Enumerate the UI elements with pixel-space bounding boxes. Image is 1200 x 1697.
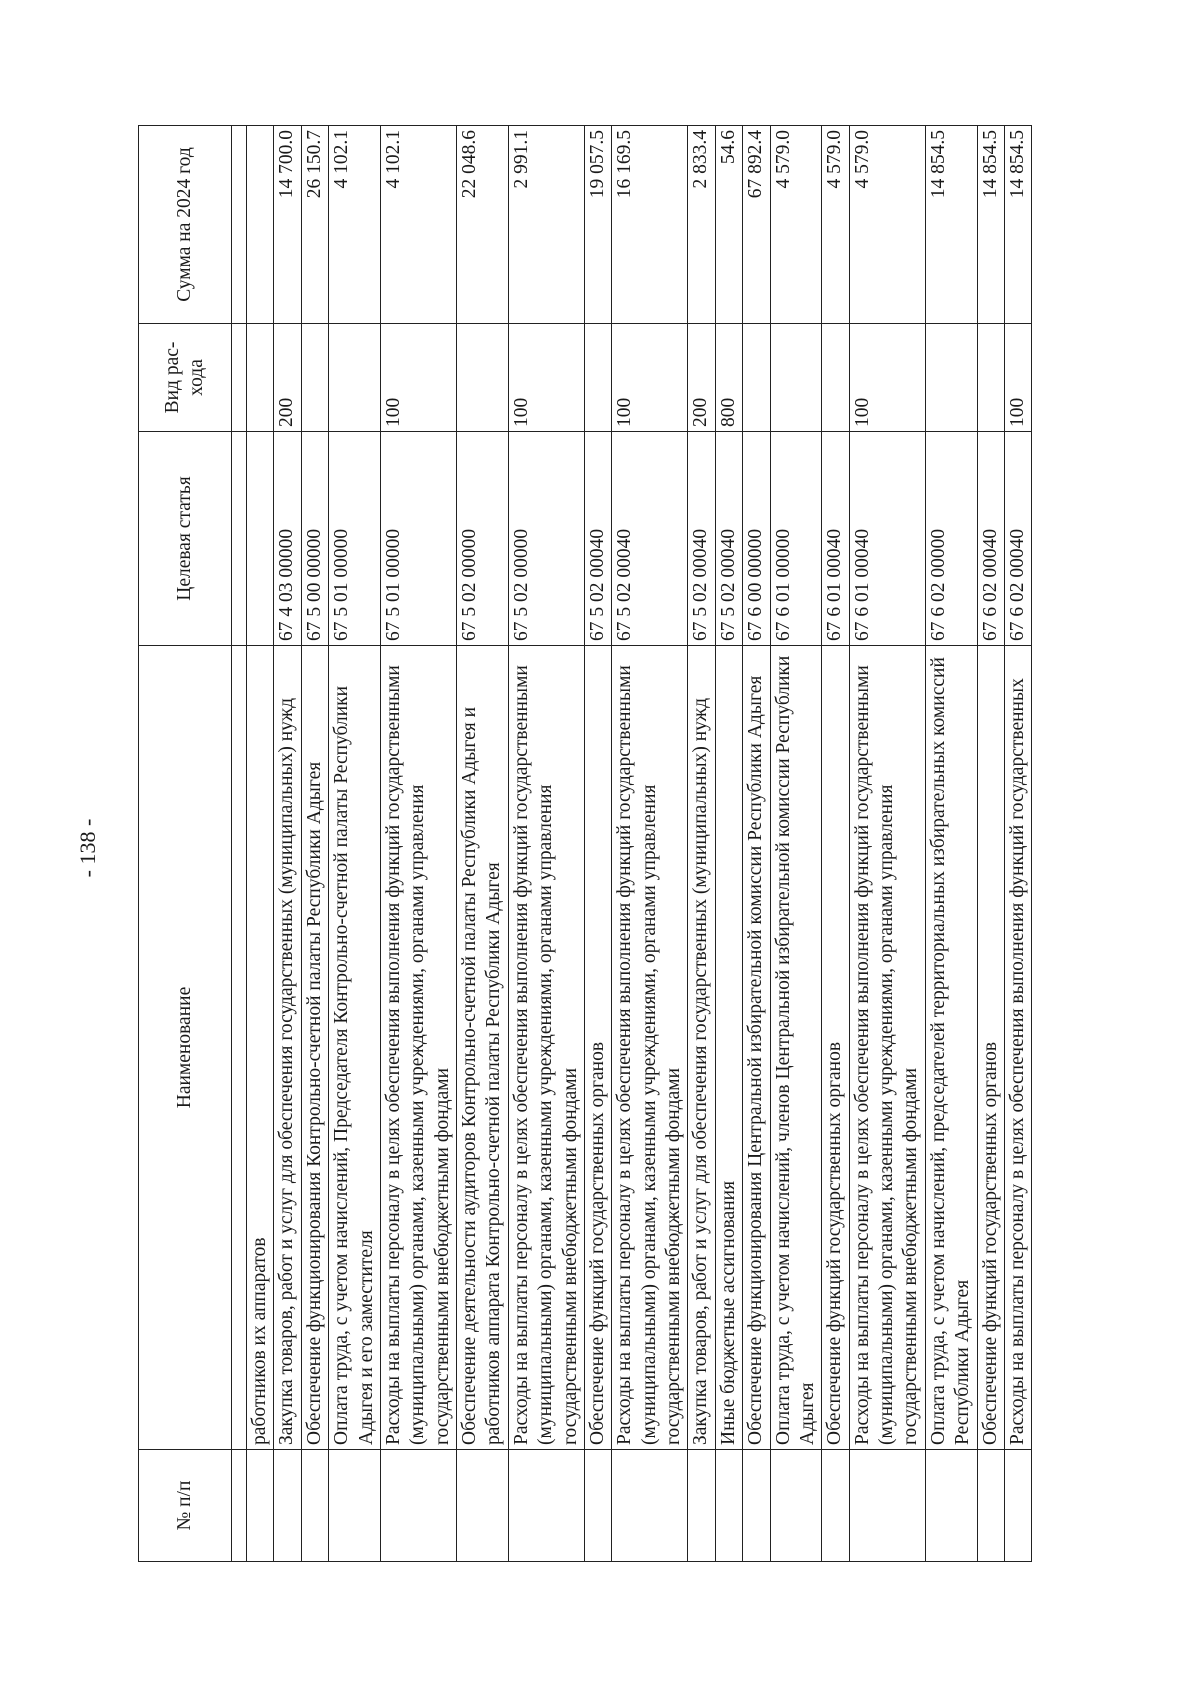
rotated-table-container [138, 126, 1082, 1562]
row-kind-cell: 800 [715, 324, 742, 432]
row-target-cell: 67 5 02 00040 [612, 432, 688, 646]
row-kind-cell [743, 324, 770, 432]
row-num-cell [715, 1450, 742, 1562]
table-row [770, 126, 822, 1562]
row-sum-cell: 54.6 [715, 126, 742, 324]
row-name-cell: Расходы на выплаты персоналу в целях обеспечения выполнения функций государственными (муниципальными) органами, казенными учреждениями, органами управления государственными внебюджетными фондами [612, 646, 688, 1450]
table-row [247, 126, 274, 1562]
row-sum-cell: 14 700.0 [274, 126, 301, 324]
row-num-cell [232, 1450, 247, 1562]
row-target-cell: 67 5 01 00000 [329, 432, 381, 646]
table-row [584, 126, 611, 1562]
table-row [715, 126, 742, 1562]
header-row [139, 126, 232, 1562]
row-name-cell: Оплата труда, с учетом начислений, членов Центральной избирательной комиссии Республики Адыгея [770, 646, 822, 1450]
row-num-cell [301, 1450, 328, 1562]
row-name-cell: Оплата труда, с учетом начислений, Председателя Контрольно-счетной палаты Республики Адыгея и его заместителя [329, 646, 381, 1450]
row-sum-cell: 4 579.0 [849, 126, 925, 324]
row-sum-cell [247, 126, 274, 324]
row-name-cell: Оплата труда, с учетом начислений, председателей территориальных избирательных комиссий Республики Адыгея [925, 646, 977, 1450]
row-kind-cell: 200 [688, 324, 715, 432]
row-num-cell [743, 1450, 770, 1562]
row-name-cell: Обеспечение функций государственных органов [822, 646, 849, 1450]
row-kind-cell: 100 [508, 324, 584, 432]
row-sum-cell: 4 579.0 [770, 126, 822, 324]
row-kind-cell [247, 324, 274, 432]
table-row [612, 126, 688, 1562]
table-row [380, 126, 456, 1562]
row-num-cell [977, 1450, 1004, 1562]
row-name-cell [232, 646, 247, 1450]
row-sum-cell: 2 991.1 [508, 126, 584, 324]
row-num-cell [688, 1450, 715, 1562]
row-name-cell: Закупка товаров, работ и услуг для обеспечения государственных (муниципальных) нужд [274, 646, 301, 1450]
row-name-cell: Обеспечение функционирования Контрольно-счетной палаты Республики Адыгея [301, 646, 328, 1450]
row-target-cell: 67 6 02 00040 [1004, 432, 1031, 646]
row-name-cell: Обеспечение функционирования Центральной избирательной комиссии Республики Адыгея [743, 646, 770, 1450]
row-name-cell: Обеспечение функций государственных органов [584, 646, 611, 1450]
header-sum: Сумма на 2024 год [139, 126, 232, 324]
row-name-cell: Обеспечение функций государственных органов [977, 646, 1004, 1450]
row-target-cell: 67 5 00 00000 [301, 432, 328, 646]
row-kind-cell [770, 324, 822, 432]
row-num-cell [822, 1450, 849, 1562]
row-target-cell: 67 5 02 00040 [584, 432, 611, 646]
row-kind-cell: 100 [612, 324, 688, 432]
row-target-cell: 67 6 00 00000 [743, 432, 770, 646]
row-num-cell [457, 1450, 509, 1562]
row-target-cell: 67 6 02 00000 [925, 432, 977, 646]
row-sum-cell: 14 854.5 [1004, 126, 1031, 324]
row-target-cell: 67 6 01 00000 [770, 432, 822, 646]
row-name-cell: Расходы на выплаты персоналу в целях обеспечения выполнения функций государственными (муниципальными) органами, казенными учреждениями, органами управления государственными внебюджетными фондами [849, 646, 925, 1450]
row-sum-cell: 26 150.7 [301, 126, 328, 324]
table-row [849, 126, 925, 1562]
row-target-cell: 67 5 01 00000 [380, 432, 456, 646]
row-sum-cell: 16 169.5 [612, 126, 688, 324]
row-target-cell [232, 432, 247, 646]
row-kind-cell [822, 324, 849, 432]
table-row [457, 126, 509, 1562]
row-num-cell [329, 1450, 381, 1562]
header-target: Целевая статья [139, 432, 232, 646]
row-name-cell: Расходы на выплаты персоналу в целях обеспечения выполнения функций государственными (муниципальными) органами, казенными учреждениями, органами управления государственными внебюджетными фондами [380, 646, 456, 1450]
row-sum-cell: 2 833.4 [688, 126, 715, 324]
row-sum-cell [232, 126, 247, 324]
table-row [232, 126, 247, 1562]
table-row [1004, 126, 1031, 1562]
table-row [822, 126, 849, 1562]
budget-table [138, 125, 1032, 1562]
row-name-cell: Закупка товаров, работ и услуг для обеспечения государственных (муниципальных) нужд [688, 646, 715, 1450]
row-num-cell [274, 1450, 301, 1562]
row-kind-cell [301, 324, 328, 432]
page-number: - 138 - [75, 818, 100, 878]
row-num-cell [584, 1450, 611, 1562]
table-row [925, 126, 977, 1562]
row-num-cell [770, 1450, 822, 1562]
row-target-cell: 67 4 03 00000 [274, 432, 301, 646]
row-name-cell: работников их аппаратов [247, 646, 274, 1450]
row-kind-cell: 100 [380, 324, 456, 432]
row-sum-cell: 14 854.5 [925, 126, 977, 324]
table-row [508, 126, 584, 1562]
row-kind-cell [977, 324, 1004, 432]
row-target-cell: 67 6 01 00040 [822, 432, 849, 646]
row-target-cell: 67 6 01 00040 [849, 432, 925, 646]
row-name-cell: Иные бюджетные ассигнования [715, 646, 742, 1450]
row-num-cell [247, 1450, 274, 1562]
row-sum-cell: 14 854.5 [977, 126, 1004, 324]
row-target-cell: 67 6 02 00040 [977, 432, 1004, 646]
table-row [329, 126, 381, 1562]
row-num-cell [380, 1450, 456, 1562]
row-sum-cell: 22 048.6 [457, 126, 509, 324]
row-num-cell [612, 1450, 688, 1562]
row-num-cell [925, 1450, 977, 1562]
row-num-cell [1004, 1450, 1031, 1562]
row-target-cell: 67 5 02 00000 [508, 432, 584, 646]
row-target-cell: 67 5 02 00040 [688, 432, 715, 646]
table-row [301, 126, 328, 1562]
row-sum-cell: 4 102.1 [380, 126, 456, 324]
row-kind-cell: 200 [274, 324, 301, 432]
row-num-cell [849, 1450, 925, 1562]
row-kind-cell [457, 324, 509, 432]
table-body [232, 126, 1032, 1562]
row-kind-cell [232, 324, 247, 432]
row-target-cell [247, 432, 274, 646]
row-num-cell [508, 1450, 584, 1562]
header-num: № п/п [139, 1450, 232, 1562]
row-name-cell: Расходы на выплаты персоналу в целях обеспечения выполнения функций государственных [1004, 646, 1031, 1450]
row-kind-cell: 100 [1004, 324, 1031, 432]
table-row [688, 126, 715, 1562]
row-sum-cell: 4 579.0 [822, 126, 849, 324]
row-kind-cell [329, 324, 381, 432]
table-row [274, 126, 301, 1562]
table-row [977, 126, 1004, 1562]
header-name: Наименование [139, 646, 232, 1450]
header-kind: Вид рас-хода [139, 324, 232, 432]
table-header [139, 126, 232, 1562]
row-kind-cell [925, 324, 977, 432]
row-sum-cell: 4 102.1 [329, 126, 381, 324]
row-kind-cell: 100 [849, 324, 925, 432]
row-name-cell: Расходы на выплаты персоналу в целях обеспечения выполнения функций государственными (муниципальными) органами, казенными учреждениями, органами управления государственными внебюджетными фондами [508, 646, 584, 1450]
row-sum-cell: 19 057.5 [584, 126, 611, 324]
row-target-cell: 67 5 02 00040 [715, 432, 742, 646]
row-name-cell: Обеспечение деятельности аудиторов Контрольно-счетной палаты Республики Адыгея и работников аппарата Контрольно-счетной палаты Республики Адыгея [457, 646, 509, 1450]
row-sum-cell: 67 892.4 [743, 126, 770, 324]
table-row [743, 126, 770, 1562]
row-kind-cell [584, 324, 611, 432]
row-target-cell: 67 5 02 00000 [457, 432, 509, 646]
